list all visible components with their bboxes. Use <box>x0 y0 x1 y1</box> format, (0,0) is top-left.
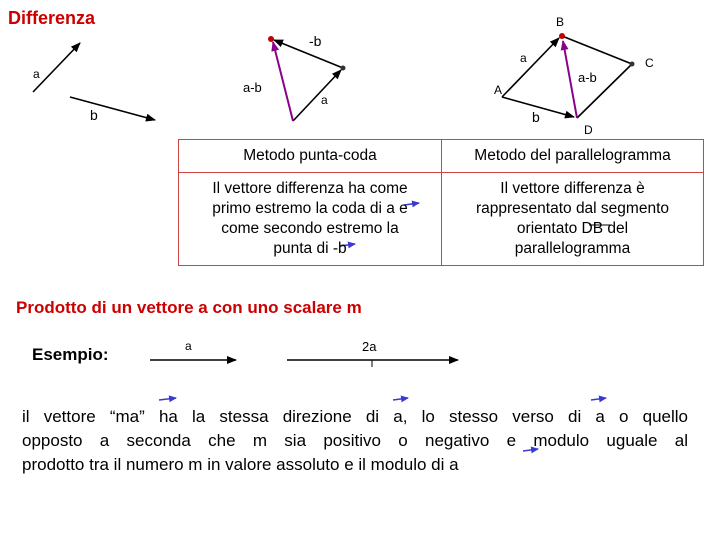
body-line: orientato DB del <box>516 220 629 237</box>
label-b-left: b <box>90 107 98 123</box>
vector-a-minus-b-triangle <box>273 42 293 121</box>
vector-a-parallelogram <box>502 38 559 97</box>
label-point-c: C <box>645 56 654 70</box>
body-line: rappresentato dal segmento <box>475 200 670 217</box>
label-point-a: A <box>494 83 503 97</box>
paragraph-line: opposto a seconda che m sia positivo o negativo e modulo uguale al <box>22 431 688 450</box>
label-b-parallelogram: b <box>532 109 540 125</box>
vector-b-left <box>70 97 155 120</box>
body-line: Il vettore differenza ha come <box>212 180 408 197</box>
label-example-a: a <box>185 339 192 353</box>
page-title: Differenza <box>8 8 96 28</box>
body-line: Il vettore differenza è <box>500 180 645 197</box>
label-minus-b: -b <box>309 33 322 49</box>
vector-db <box>563 41 577 118</box>
paragraph-line: prodotto tra il numero m in valore assoluto e il modulo di a <box>22 455 459 474</box>
body-line: come secondo estremo la <box>221 220 399 237</box>
label-a-minus-b-parallelogram: a-b <box>578 70 597 85</box>
vector-arrow-a-1 <box>393 398 408 400</box>
vector-a-left <box>33 43 80 92</box>
body-punta-coda <box>179 173 442 266</box>
body-parallelogramma <box>442 173 704 266</box>
label-example-2a: 2a <box>362 339 377 354</box>
header-metodo-parallelogramma: Metodo del parallelogramma <box>442 140 704 173</box>
label-a-left: a <box>33 67 40 81</box>
header-metodo-punta-coda: Metodo punta-coda <box>179 140 442 173</box>
dot-point-c <box>630 62 635 67</box>
comparison-table <box>178 139 704 266</box>
dot-triangle-right <box>341 66 346 71</box>
explanation-paragraph <box>22 405 688 477</box>
body-line: parallelogramma <box>514 240 631 257</box>
section-title-prodotto: Prodotto di un vettore a con uno scalare m <box>16 298 362 317</box>
esempio-label: Esempio: <box>32 345 109 364</box>
label-point-d: D <box>584 123 593 137</box>
vector-a-triangle <box>293 70 341 121</box>
dot-triangle-top <box>268 36 274 42</box>
label-a-parallelogram: a <box>520 51 527 65</box>
label-a-triangle: a <box>321 93 328 107</box>
segment-bc <box>562 36 632 64</box>
paragraph-line: il vettore “ma” ha la stessa direzione di a, lo stesso verso di a o quello <box>22 407 688 426</box>
dot-point-b <box>559 33 565 39</box>
label-point-b: B <box>556 15 565 29</box>
label-a-minus-b-triangle: a-b <box>243 80 262 95</box>
body-line: primo estremo la coda di a e <box>212 200 408 217</box>
body-line: punta di -b <box>273 240 347 257</box>
vector-arrow-ma <box>159 398 176 400</box>
vector-arrow-a-2 <box>591 398 606 400</box>
